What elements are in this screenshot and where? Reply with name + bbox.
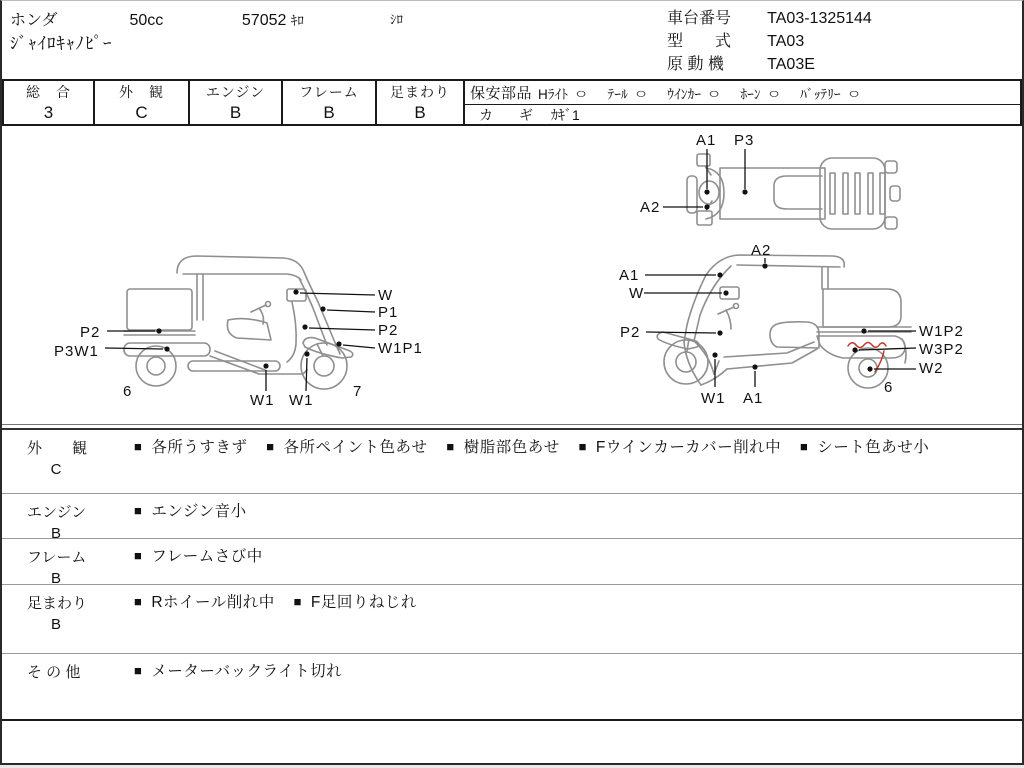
safety-item-label: Hﾗｲﾄ xyxy=(538,86,569,102)
key-row xyxy=(465,104,1020,124)
damage-label: A1 xyxy=(743,390,764,407)
mileage-unit: ｷﾛ xyxy=(290,13,304,28)
damage-label: A1 xyxy=(696,132,717,149)
safety-item-label: ｳｲﾝｶｰ xyxy=(667,86,701,102)
maker-name: ホンダ xyxy=(10,12,58,29)
engine-label: 原 動 機 xyxy=(667,56,724,73)
grade-label: 足まわり xyxy=(390,84,450,100)
model-name: ｼﾞｬｲﾛｷｬﾉﾋﾟｰ xyxy=(10,34,113,53)
defect-note: ■ Fウインカーカバー削れ中 xyxy=(578,439,782,456)
bullet-icon: ■ xyxy=(446,439,455,454)
damage-label: W1 xyxy=(250,392,275,409)
section-grade: B xyxy=(50,616,61,633)
damage-label: P3W1 xyxy=(54,343,99,360)
damage-label: A2 xyxy=(751,242,772,259)
grade-label: 外 観 xyxy=(119,84,164,100)
bullet-icon: ■ xyxy=(266,439,275,454)
damage-label: P1 xyxy=(378,304,399,321)
defect-note: ■ 各所ペイント色あせ xyxy=(266,439,428,456)
bullet-icon: ■ xyxy=(293,594,302,609)
left-side-view-diagram xyxy=(47,244,447,421)
damage-label: W2 xyxy=(919,360,944,377)
section-name: そ の 他 xyxy=(27,664,81,681)
safety-item-winker xyxy=(667,83,721,103)
remark-notes xyxy=(134,585,944,653)
safety-item-battery xyxy=(800,83,858,103)
remark-notes xyxy=(134,430,944,493)
defect-note: ■ シート色あせ小 xyxy=(799,439,930,456)
damage-label: W1P1 xyxy=(378,340,423,357)
engine-row xyxy=(667,53,872,76)
grade-box-undercarriage xyxy=(375,79,465,126)
key-value: ｶｷﾞ1 xyxy=(551,106,580,123)
safety-item-label: ﾃｰﾙ xyxy=(607,86,628,102)
damage-label: W xyxy=(629,285,645,302)
color-code: ｼﾛ xyxy=(390,12,403,27)
defect-note: ■ F足回りねじれ xyxy=(293,594,417,611)
vehicle-outline xyxy=(124,256,353,389)
chassis-number: TA03-1325144 xyxy=(767,10,872,27)
damage-label: W xyxy=(378,287,394,304)
bullet-icon: ■ xyxy=(134,594,143,609)
remark-notes xyxy=(134,539,944,584)
remark-row-frame xyxy=(2,538,1022,587)
remark-row-exterior xyxy=(2,428,1022,493)
status-circle: ○ xyxy=(635,84,647,101)
damage-label: W1 xyxy=(289,392,314,409)
remark-notes xyxy=(134,654,944,719)
safety-item-horn xyxy=(740,83,778,103)
chassis-row xyxy=(667,7,872,30)
section-name: エンジン xyxy=(27,504,87,521)
safety-item-headlight xyxy=(538,83,588,103)
bullet-icon: ■ xyxy=(578,439,587,454)
section-grade: B xyxy=(50,525,61,542)
remark-label xyxy=(2,539,134,587)
top-view-diagram xyxy=(637,129,917,237)
type-label: 型 式 xyxy=(667,33,732,50)
safety-item-label: ﾎｰﾝ xyxy=(740,86,761,102)
grade-label: 総 合 xyxy=(26,84,71,100)
identification-block xyxy=(667,7,872,76)
bullet-icon: ■ xyxy=(134,548,143,563)
displacement: 50cc xyxy=(129,12,164,29)
remark-row-engine xyxy=(2,493,1022,542)
safety-parts-box xyxy=(463,79,1022,126)
header xyxy=(2,1,1022,79)
damage-label: A1 xyxy=(619,267,640,284)
status-circle: ○ xyxy=(575,84,588,101)
grade-value: B xyxy=(323,103,335,122)
grade-value: 3 xyxy=(43,103,54,122)
damage-label: 7 xyxy=(353,383,363,400)
damage-label: 6 xyxy=(123,383,133,400)
right-side-view-diagram xyxy=(597,239,997,421)
key-label: カ ギ xyxy=(479,106,539,123)
remark-row-other xyxy=(2,653,1022,719)
remark-notes xyxy=(134,494,944,538)
defect-note: ■ Rホイール削れ中 xyxy=(134,594,275,611)
damage-label: P2 xyxy=(80,324,101,341)
status-circle: ○ xyxy=(767,84,780,101)
grade-box-overall xyxy=(2,79,95,126)
grade-label: エンジン xyxy=(205,84,266,100)
damage-diagram-area xyxy=(2,126,1022,425)
engine-value: TA03E xyxy=(767,56,815,73)
remark-label xyxy=(2,585,134,653)
safety-item-tail xyxy=(607,83,645,103)
defect-note: ■ フレームさび中 xyxy=(134,548,263,565)
grade-value: C xyxy=(135,103,148,122)
damage-label: W1 xyxy=(701,390,726,407)
remark-label xyxy=(2,494,134,542)
grade-row xyxy=(2,79,1022,126)
bullet-icon: ■ xyxy=(134,663,143,678)
grade-value: B xyxy=(414,103,426,122)
status-circle: ○ xyxy=(708,84,721,101)
type-row xyxy=(667,30,872,53)
safety-parts-row xyxy=(465,81,1020,104)
remark-label xyxy=(2,430,134,493)
vehicle-outline xyxy=(687,154,900,229)
defect-note: ■ 各所うすきず xyxy=(134,439,248,456)
remark-row-undercarriage xyxy=(2,584,1022,653)
type-value: TA03 xyxy=(767,33,805,50)
section-name: フレーム xyxy=(27,549,87,566)
status-circle: ○ xyxy=(847,84,860,101)
grade-value: B xyxy=(229,103,242,122)
bullet-icon: ■ xyxy=(134,503,143,518)
bullet-icon: ■ xyxy=(799,439,809,454)
section-grade: B xyxy=(50,570,61,587)
mileage-value: 57052 xyxy=(241,12,287,29)
safety-parts-label: 保安部品 xyxy=(470,85,533,102)
damage-label: A2 xyxy=(640,199,661,216)
grade-box-exterior xyxy=(93,79,190,126)
condition-remarks xyxy=(2,428,1022,765)
defect-note: ■ エンジン音小 xyxy=(134,503,247,520)
damage-label: 6 xyxy=(884,379,894,396)
section-grade: C xyxy=(50,461,62,478)
damage-label: W1P2 xyxy=(919,323,964,340)
grade-box-frame xyxy=(281,79,377,126)
diagram-labels xyxy=(54,287,423,409)
defect-note: ■ 樹脂部色あせ xyxy=(446,439,560,456)
damage-label: P2 xyxy=(378,322,399,339)
damage-label: P3 xyxy=(734,132,755,149)
bullet-icon: ■ xyxy=(134,439,143,454)
grade-box-engine xyxy=(188,79,283,126)
section-name: 外 観 xyxy=(27,440,88,457)
grade-label: フレーム xyxy=(299,84,359,100)
chassis-label: 車台番号 xyxy=(667,10,732,27)
empty-footer-row xyxy=(2,719,1022,765)
vehicle-summary xyxy=(10,7,304,30)
damage-label: W3P2 xyxy=(919,341,964,358)
damage-label: P2 xyxy=(620,324,641,341)
safety-item-label: ﾊﾞｯﾃﾘｰ xyxy=(800,86,841,102)
defect-note: ■ メーターバックライト切れ xyxy=(134,663,343,680)
remark-label xyxy=(2,654,134,719)
section-name: 足まわり xyxy=(27,595,88,612)
